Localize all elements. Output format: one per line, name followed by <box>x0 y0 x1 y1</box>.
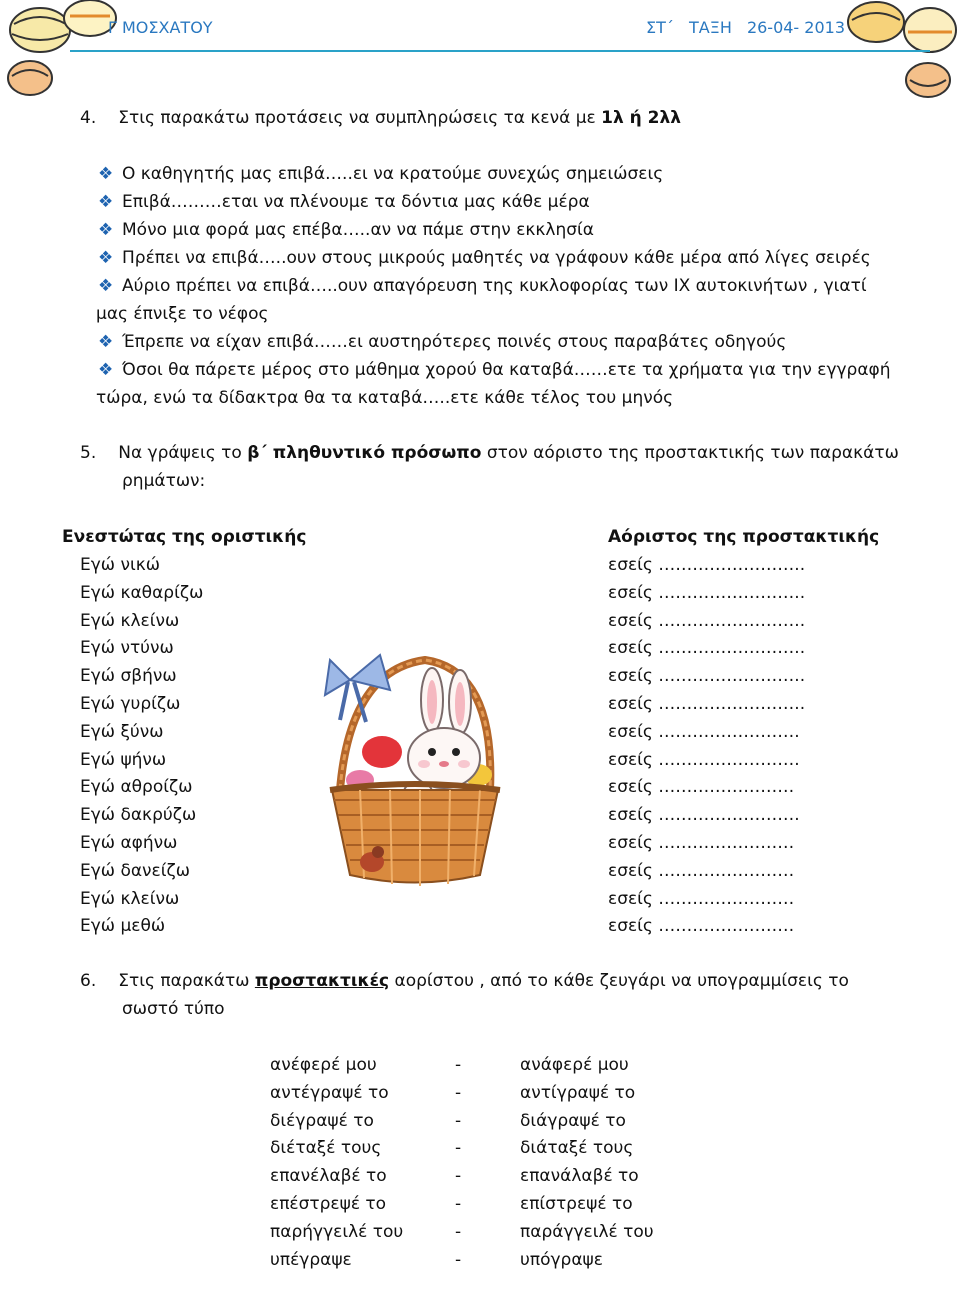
verb-item: Εγώ αθροίζω <box>80 777 193 798</box>
answer-blank: εσείς …………………….. <box>608 610 806 631</box>
instruction-bold: β΄ πληθυντικό πρόσωπο <box>247 443 482 463</box>
answer-blank: εσείς …………………….. <box>608 638 806 659</box>
verb-item: Εγώ ξύνω <box>80 721 164 742</box>
pair-option-right: επανάλαβέ το <box>520 1166 639 1187</box>
answer-blank: εσείς …………………….. <box>608 555 806 575</box>
pair-option-left: επέστρεψέ το <box>270 1194 387 1214</box>
diamond-bullet-icon: ❖ <box>98 248 114 268</box>
answer-blank: εσείς …………………….. <box>608 694 806 714</box>
left-column-header: Ενεστώτας της οριστικής <box>62 527 307 547</box>
instruction-bold: προστακτικές <box>254 971 390 991</box>
list-item-continuation: μας έπνιξε το νέφος <box>96 304 269 324</box>
pair-option-left: υπέγραψε <box>270 1249 352 1270</box>
instruction-text: Να γράψεις το <box>118 443 248 463</box>
verb-item: Εγώ κλείνω <box>80 888 180 909</box>
header-class-date <box>646 18 855 37</box>
verb-item: Εγώ ψήνω <box>80 749 167 770</box>
pair-option-left: διέταξέ τους <box>270 1138 382 1159</box>
bunny-basket-icon <box>320 640 510 900</box>
list-item: Μόνο μια φορά μας επέβα…..αν να πάμε στην εκκλησία <box>122 220 594 240</box>
diamond-bullet-icon: ❖ <box>98 164 114 184</box>
verb-item: Εγώ δακρύζω <box>80 805 197 826</box>
pair-option-left: παρήγγειλέ του <box>270 1221 404 1242</box>
list-item: Αύριο πρέπει να επιβά…..ουν απαγόρευση της κυκλοφορίας των ΙΧ αυτοκινήτων , γιατί <box>122 276 867 296</box>
pair-option-right: επίστρεψέ το <box>520 1194 633 1214</box>
pair-dash: - <box>455 1166 462 1187</box>
right-column-header: Αόριστος της προστακτικής <box>608 527 880 547</box>
list-item: Ο καθηγητής μας επιβά…..ει να κρατούμε συνεχώς σημειώσεις <box>122 164 664 184</box>
instruction-line-2: σωστό τύπο <box>122 999 225 1019</box>
pair-dash: - <box>455 1138 462 1159</box>
list-item: Όσοι θα πάρετε μέρος στο μάθημα χορού θα καταβά……ετε τα χρήματα για την εγγραφή <box>122 360 891 380</box>
answer-blank: εσείς ……………………. <box>608 805 800 826</box>
diamond-bullet-icon: ❖ <box>98 192 114 212</box>
pair-dash: - <box>455 1249 462 1270</box>
exercise-6-instruction <box>80 971 849 991</box>
instruction-text: αορίστου , από το κάθε ζευγάρι να υπογραμμίσεις το <box>389 971 849 991</box>
pair-option-right: αντίγραψέ το <box>520 1082 636 1103</box>
exercise-number: 5. <box>80 443 97 463</box>
answer-blank: εσείς …………………… <box>608 777 795 798</box>
instruction-text: Στις παρακάτω <box>118 971 255 991</box>
exercise-number: 4. <box>80 108 97 128</box>
grade: ΣΤ΄ <box>646 18 674 37</box>
pair-dash: - <box>455 1221 462 1242</box>
instruction-text: στον αόριστο της προστακτικής των παρακάτω <box>481 443 899 463</box>
diamond-bullet-icon: ❖ <box>98 360 114 380</box>
list-item: Πρέπει να επιβά…..ουν στους μικρούς μαθητές να γράφουν κάθε μέρα από λίγες σειρές <box>122 248 871 268</box>
page-header <box>0 0 960 60</box>
instruction-bold: 1λ ή 2λλ <box>601 108 682 128</box>
diamond-bullet-icon: ❖ <box>98 276 114 296</box>
header-rule <box>70 50 930 52</box>
diamond-bullet-icon: ❖ <box>98 220 114 240</box>
answer-blank: εσείς ……………………. <box>608 721 800 742</box>
answer-blank: εσείς ……………………. <box>608 749 800 770</box>
verb-item: Εγώ σβήνω <box>80 666 177 687</box>
answer-blank: εσείς …………………….. <box>608 582 806 603</box>
pair-option-left: διέγραψέ το <box>270 1110 374 1131</box>
exercise-4-instruction <box>80 108 681 128</box>
list-item-continuation: τώρα, ενώ τα δίδακτρα θα τα καταβά…..ετε κάθε τέλος του μηνός <box>96 388 674 408</box>
exercise-5-instruction <box>80 443 899 463</box>
verb-item: Εγώ δανείζω <box>80 860 190 881</box>
answer-blank: εσείς …………………… <box>608 888 795 909</box>
pair-option-right: ανάφερέ μου <box>520 1055 629 1075</box>
verb-item: Εγώ μεθώ <box>80 916 166 937</box>
diamond-bullet-icon: ❖ <box>98 332 114 352</box>
verb-item: Εγώ γυρίζω <box>80 694 181 714</box>
school-name: Γ ΜΟΣΧΑΤΟΥ <box>108 18 213 37</box>
answer-blank: εσείς …………………… <box>608 833 795 853</box>
pair-dash: - <box>455 1194 462 1214</box>
list-item: Επιβά………εται να πλένουμε τα δόντια μας κάθε μέρα <box>122 192 590 212</box>
verb-item: Εγώ νικώ <box>80 555 160 575</box>
pair-dash: - <box>455 1110 462 1131</box>
pair-dash: - <box>455 1082 462 1103</box>
pair-option-right: διάταξέ τους <box>520 1138 634 1159</box>
answer-blank: εσείς …………………… <box>608 860 795 881</box>
instruction-text: Στις παρακάτω προτάσεις να συμπληρώσεις τα κενά με <box>118 108 602 128</box>
date: 26-04- 2013 <box>746 18 846 37</box>
pair-option-right: διάγραψέ το <box>520 1110 626 1131</box>
pair-option-left: ανέφερέ μου <box>270 1055 377 1075</box>
instruction-line-2: ρημάτων: <box>122 471 206 491</box>
verb-item: Εγώ ντύνω <box>80 638 174 659</box>
exercise-number: 6. <box>80 971 97 991</box>
pair-option-left: επανέλαβέ το <box>270 1166 387 1187</box>
answer-blank: εσείς …………………….. <box>608 666 806 687</box>
pair-option-right: υπόγραψε <box>520 1249 603 1270</box>
pair-option-right: παράγγειλέ του <box>520 1221 654 1242</box>
verb-item: Εγώ αφήνω <box>80 833 178 853</box>
pair-dash: - <box>455 1055 462 1075</box>
class-label: ΤΑΞΗ <box>688 18 732 37</box>
verb-item: Εγώ καθαρίζω <box>80 582 204 603</box>
list-item: Έπρεπε να είχαν επιβά……ει αυστηρότερες ποινές στους παραβάτες οδηγούς <box>122 332 787 352</box>
answer-blank: εσείς …………………… <box>608 916 795 937</box>
pair-option-left: αντέγραψέ το <box>270 1082 389 1103</box>
verb-item: Εγώ κλείνω <box>80 610 180 631</box>
